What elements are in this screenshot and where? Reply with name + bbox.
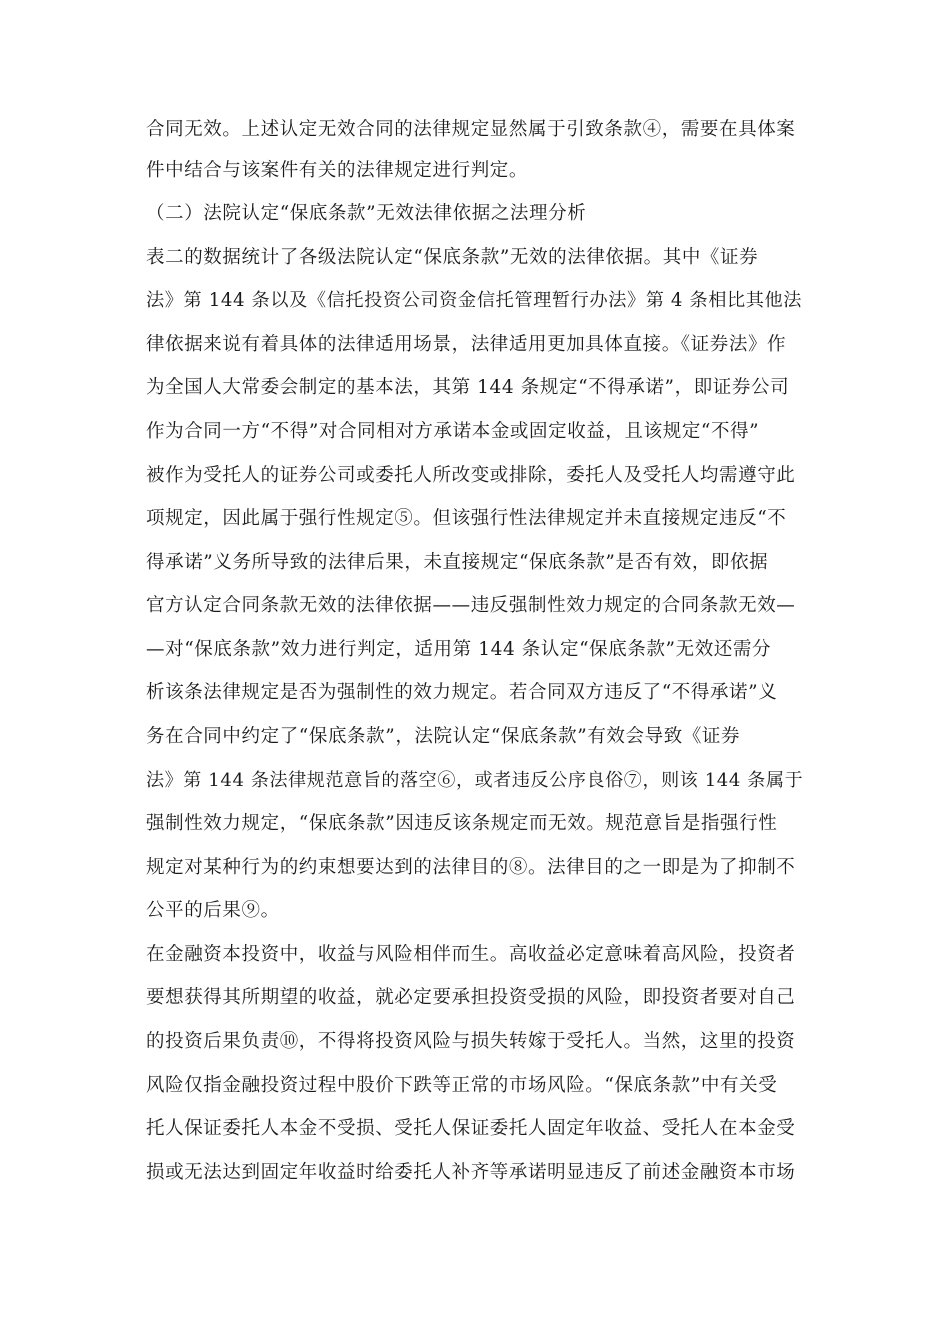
text-line: 要想获得其所期望的收益，就必定要承担投资受损的风险，即投资者要对自己 xyxy=(146,987,796,1008)
text-line: 为全国人大常委会制定的基本法，其第 144 条规定“不得承诺”，即证券公司 xyxy=(146,377,790,398)
text-line: 得承诺”义务所导致的法律后果，未直接规定“保底条款”是否有效，即依据 xyxy=(146,552,769,573)
text-line: 合同无效。上述认定无效合同的法律规定显然属于引致条款④，需要在具体案 xyxy=(146,119,796,140)
text-line: 被作为受托人的证券公司或委托人所改变或排除，委托人及受托人均需遵守此 xyxy=(146,465,796,486)
text-line: 规定对某种行为的约束想要达到的法律目的⑧。法律目的之一即是为了抑制不 xyxy=(146,857,796,878)
text-line: 法》第 144 条以及《信托投资公司资金信托管理暂行办法》第 4 条相比其他法 xyxy=(146,290,803,311)
text-line: 公平的后果⑨。 xyxy=(146,900,280,921)
text-line: 强制性效力规定，“保底条款”因违反该条规定而无效。规范意旨是指强行性 xyxy=(146,813,778,834)
text-line: 风险仅指金融投资过程中股价下跌等正常的市场风险。“保底条款”中有关受 xyxy=(146,1075,778,1096)
text-line: —对“保底条款”效力进行判定，适用第 144 条认定“保底条款”无效还需分 xyxy=(146,639,772,660)
text-line: 件中结合与该案件有关的法律规定进行判定。 xyxy=(146,160,529,181)
text-line: 官方认定合同条款无效的法律依据——违反强制性效力规定的合同条款无效— xyxy=(146,595,796,616)
section-heading: （二）法院认定“保底条款”无效法律依据之法理分析 xyxy=(146,203,587,224)
text-line: 表二的数据统计了各级法院认定“保底条款”无效的法律依据。其中《证券 xyxy=(146,247,759,268)
text-line: 律依据来说有着具体的法律适用场景，法律适用更加具体直接。《证券法》作 xyxy=(146,334,787,355)
text-line: 务在合同中约定了“保底条款”，法院认定“保底条款”有效会导致《证券 xyxy=(146,726,741,747)
text-line: 的投资后果负责⑩，不得将投资风险与损失转嫁于受托人。当然，这里的投资 xyxy=(146,1031,796,1052)
text-line: 项规定，因此属于强行性规定⑤。但该强行性法律规定并未直接规定违反“不 xyxy=(146,508,787,529)
text-line: 损或无法达到固定年收益时给委托人补齐等承诺明显违反了前述金融资本市场 xyxy=(146,1162,796,1183)
text-line: 托人保证委托人本金不受损、受托人保证委托人固定年收益、受托人在本金受 xyxy=(146,1118,796,1139)
text-line: 析该条法律规定是否为强制性的效力规定。若合同双方违反了“不得承诺”义 xyxy=(146,682,778,703)
text-line: 在金融资本投资中，收益与风险相伴而生。高收益必定意味着高风险，投资者 xyxy=(146,944,796,965)
text-line: 作为合同一方“不得”对合同相对方承诺本金或固定收益，且该规定“不得” xyxy=(146,421,760,442)
text-line: 法》第 144 条法律规范意旨的落空⑥，或者违反公序良俗⑦，则该 144 条属于 xyxy=(146,770,804,791)
